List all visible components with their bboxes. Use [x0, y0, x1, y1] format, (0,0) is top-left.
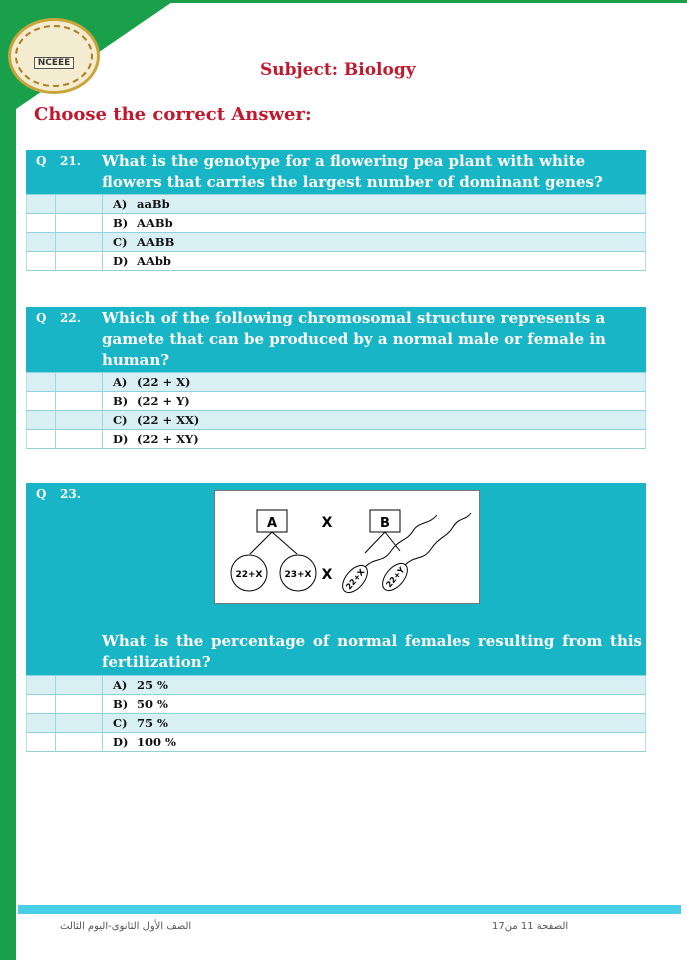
- option-letter: A): [113, 375, 128, 389]
- cross-symbol-bottom: X: [321, 567, 333, 583]
- fertilization-diagram: [214, 490, 480, 604]
- option-a[interactable]: [26, 675, 646, 695]
- line-b-right: [385, 532, 400, 551]
- box-a-label: A: [266, 516, 278, 531]
- diagram-svg: [215, 491, 479, 603]
- question-number: 22.: [60, 311, 81, 325]
- footer-bar: [18, 905, 681, 914]
- subject-title: Subject: Biology: [260, 60, 416, 80]
- question-21: [26, 150, 646, 271]
- option-letter: B): [113, 697, 129, 711]
- option-letter: A): [113, 197, 128, 211]
- option-a[interactable]: [26, 194, 646, 214]
- option-c[interactable]: [26, 713, 646, 733]
- option-letter: B): [113, 394, 129, 408]
- option-letter: D): [113, 254, 129, 268]
- option-text: AAbb: [137, 254, 171, 268]
- question-number: 21.: [60, 154, 81, 168]
- option-d[interactable]: [26, 252, 646, 271]
- option-text: (22 + XX): [137, 413, 200, 427]
- question-header: [26, 483, 646, 625]
- logo-ring: [15, 25, 93, 87]
- option-b[interactable]: [26, 392, 646, 410]
- option-letter: D): [113, 432, 129, 446]
- option-text: (22 + Y): [137, 394, 190, 408]
- question-text: Which of the following chromosomal structure represents a gamete that can be produced by a normal male or female in human?: [102, 309, 606, 369]
- option-text: aaBb: [137, 197, 170, 211]
- footer-page-number: الصفحة 11 من17: [492, 921, 569, 932]
- line-a-right: [272, 532, 297, 554]
- option-letter: C): [113, 413, 128, 427]
- option-d[interactable]: [26, 430, 646, 449]
- nceee-logo: [8, 18, 100, 94]
- question-label: Q: [36, 311, 47, 325]
- option-b[interactable]: [26, 695, 646, 713]
- option-letter: A): [113, 678, 128, 692]
- question-header: [26, 150, 646, 194]
- question-number: 23.: [60, 487, 81, 501]
- logo-text: NCEEE: [34, 57, 75, 69]
- question-23: [26, 483, 646, 752]
- footer-left-text: الصف الأول الثانوى-اليوم الثالث: [60, 921, 192, 932]
- option-d[interactable]: [26, 733, 646, 752]
- option-letter: D): [113, 735, 129, 749]
- option-text: (22 + X): [137, 375, 191, 389]
- option-text: 50 %: [137, 697, 168, 711]
- question-header: [26, 307, 646, 372]
- egg-1-label: 22+X: [235, 570, 263, 580]
- instruction-heading: Choose the correct Answer:: [34, 104, 312, 125]
- option-text: (22 + XY): [137, 432, 199, 446]
- question-label: Q: [36, 154, 47, 168]
- option-a[interactable]: [26, 372, 646, 392]
- question-text: What is the genotype for a flowering pea plant with white flowers that carries the largest number of dominant genes?: [102, 152, 603, 191]
- line-a-left: [250, 532, 272, 554]
- option-c[interactable]: [26, 410, 646, 430]
- option-b[interactable]: [26, 214, 646, 232]
- egg-2-label: 23+X: [284, 570, 312, 580]
- option-text: AABB: [137, 235, 175, 249]
- option-letter: C): [113, 716, 128, 730]
- option-text: 100 %: [137, 735, 176, 749]
- question-22: [26, 307, 646, 449]
- option-text: AABb: [137, 216, 173, 230]
- option-letter: B): [113, 216, 129, 230]
- option-text: 25 %: [137, 678, 168, 692]
- cross-symbol-top: X: [321, 515, 333, 531]
- sperm-1-label: 22+X: [344, 567, 367, 592]
- option-c[interactable]: [26, 232, 646, 252]
- option-letter: C): [113, 235, 128, 249]
- question-text: What is the percentage of normal females resulting from this fertilization?: [26, 625, 646, 675]
- sperm-2-label: 22+Y: [384, 565, 407, 590]
- box-b-label: B: [380, 516, 390, 531]
- question-label: Q: [36, 487, 47, 501]
- option-text: 75 %: [137, 716, 168, 730]
- line-b-left: [365, 532, 385, 553]
